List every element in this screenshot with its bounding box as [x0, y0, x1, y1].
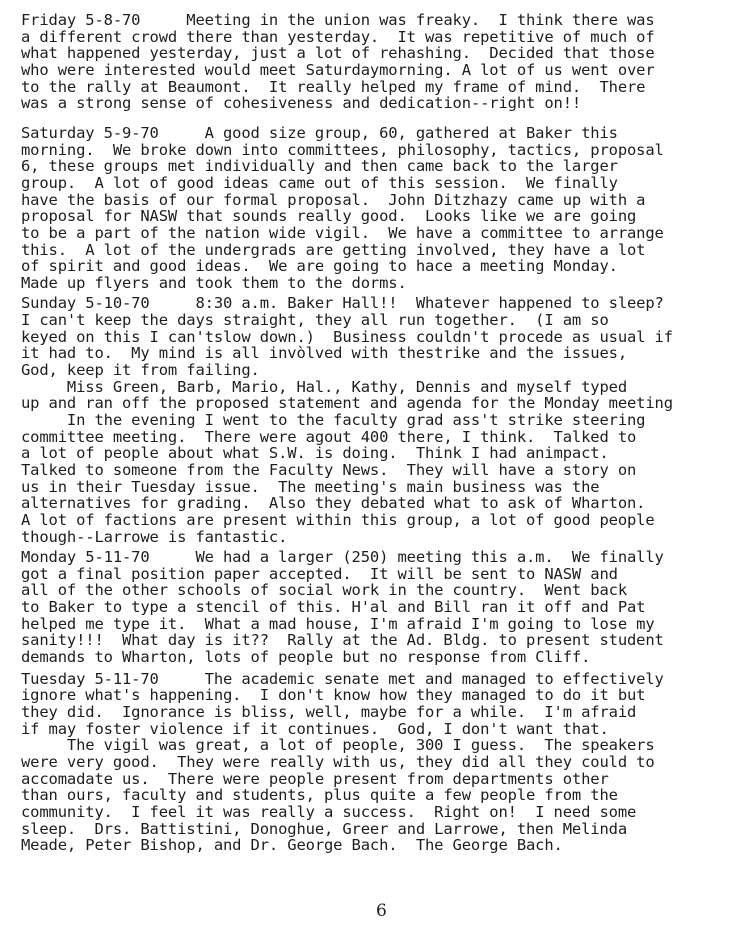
text-line: have the basis of our formal proposal. John Ditzhazy came up with a — [21, 190, 646, 209]
text-line: Monday 5-11-70 We had a larger (250) meeting this a.m. We finally — [21, 548, 664, 567]
text-line: accomadate us. There were people present from departments other — [21, 769, 609, 788]
text-line: Saturday 5-9-70 A good size group, 60, gathered at Baker this — [21, 123, 618, 142]
text-line: demands to Wharton, lots of people but no response from Cliff. — [21, 648, 591, 666]
text-line: what happened yesterday, just a lot of rehashing. Decided that those — [21, 44, 655, 63]
text-line: this. A lot of the undergrads are getting involved, they have a lot — [21, 240, 646, 259]
text-line: committee meeting. There were agout 400 there, I think. Talked to — [21, 427, 637, 446]
text-line: to be a part of the nation wide vigil. We have a committee to arrange — [21, 223, 664, 242]
text-line: Talked to someone from the Faculty News. They will have a story on — [21, 460, 637, 479]
text-line: than ours, faculty and students, plus quite a few people from the — [21, 786, 618, 805]
text-line: was a strong sense of cohesiveness and dedication--right on!! — [21, 94, 582, 113]
text-line: proposal for NASW that sounds really good. Looks like we are going — [21, 207, 637, 226]
text-line: a different crowd there than yesterday. It was repetitive of much of — [21, 27, 655, 46]
text-line: if may foster violence if it continues. God, I don't want that. — [21, 719, 609, 738]
text-line: sanity!!! What day is it?? Rally at the Ad. Bldg. to present student — [21, 631, 664, 650]
text-line: helped me type it. What a mad house, I'm afraid I'm going to lose my — [21, 614, 655, 633]
text-line: Miss Green, Barb, Mario, Hal., Kathy, Dennis and myself typed — [21, 377, 627, 396]
text-line: alternatives for grading. Also they debated what to ask of Wharton. — [21, 494, 646, 513]
text-line: to Baker to type a stencil of this. H'al and Bill ran it off and Pat — [21, 598, 646, 617]
text-line: In the evening I went to the faculty grad ass't strike steering — [21, 410, 646, 429]
text-line: A lot of factions are present within this group, a lot of good people — [21, 510, 655, 529]
text-line: to the rally at Beaumont. It really helped my frame of mind. There — [21, 77, 646, 96]
text-line: all of the other schools of social work in the country. Went back — [21, 581, 627, 600]
text-line: The vigil was great, a lot of people, 300 I guess. The speakers — [21, 736, 655, 755]
page-number: 6 — [376, 901, 387, 921]
text-line: Sunday 5-10-70 8:30 a.m. Baker Hall!! Whatever happened to sleep? — [21, 294, 664, 313]
text-line: community. I feel it was really a success. Right on! I need some — [21, 802, 637, 821]
text-line: up and ran off the proposed statement and agenda for the Monday meeting — [21, 394, 673, 413]
text-line: I can't keep the days straight, they all run together. (I am so — [21, 311, 609, 329]
text-line: keyed on this I can'tslow down.) Business couldn't procede as usual if — [21, 327, 673, 346]
text-line: morning. We broke down into committees, philosophy, tactics, proposal — [21, 140, 664, 159]
text-line: they did. Ignorance is bliss, well, maybe for a while. I'm afraid — [21, 703, 637, 721]
text-line: ignore what's happening. I don't know how they managed to do it but — [21, 686, 646, 705]
text-line: Made up flyers and took them to the dorms. — [21, 273, 407, 292]
text-line: a lot of people about what S.W. is doing. Think I had animpact. — [21, 444, 609, 463]
text-line: got a final position paper accepted. It will be sent to NASW and — [21, 564, 618, 583]
text-line: it had to. My mind is all invòlved with thestrike and the issues, — [21, 344, 627, 363]
text-line: God, keep it from failing. — [21, 361, 260, 379]
text-line: were very good. They were really with us, they did all they could to — [21, 752, 655, 771]
text-line: sleep. Drs. Battistini, Donoghue, Greer and Larrowe, then Melinda — [21, 819, 627, 838]
text-line: group. A lot of good ideas came out of this session. We finally — [21, 173, 618, 192]
text-line: who were interested would meet Saturdaymorning. A lot of us went over — [21, 60, 655, 79]
text-line: of spirit and good ideas. We are going to hace a meeting Monday. — [21, 257, 618, 276]
text-line: though--Larrowe is fantastic. — [21, 527, 288, 546]
text-line: Tuesday 5-11-70 The academic senate met and managed to effectively — [21, 669, 664, 688]
text-line: Meade, Peter Bishop, and Dr. George Bach. The George Bach. — [21, 836, 563, 855]
text-line: 6, these groups met individually and then came back to the larger — [21, 157, 618, 176]
text-line: Friday 5-8-70 Meeting in the union was freaky. I think there was — [21, 11, 655, 29]
text-line: us in their Tuesday issue. The meeting's main business was the — [21, 477, 600, 496]
